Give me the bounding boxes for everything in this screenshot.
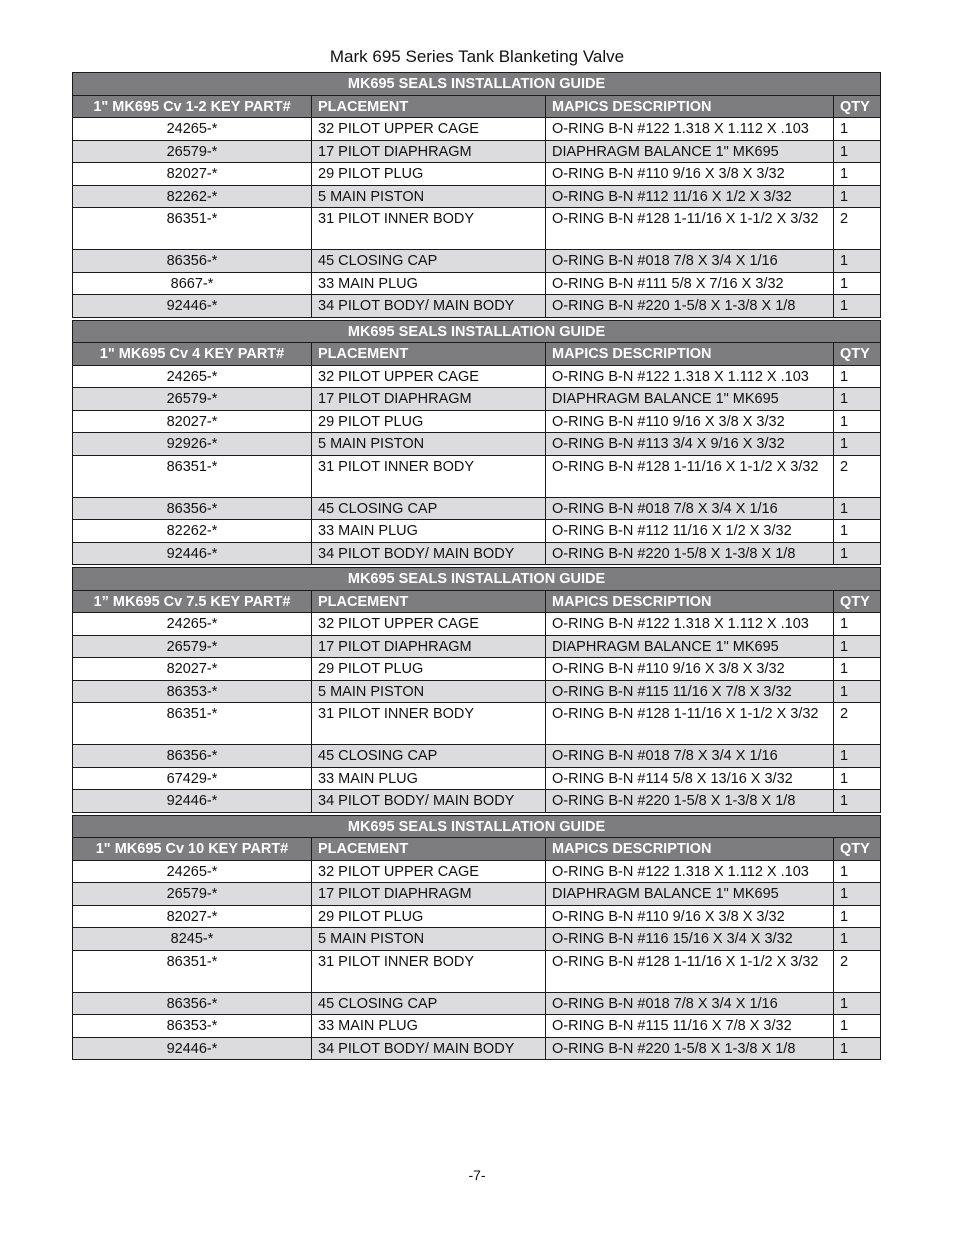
column-header-description: MAPICS DESCRIPTION <box>546 590 834 613</box>
cell-description: O-RING B-N #122 1.318 X 1.112 X .103 <box>546 860 834 883</box>
cell-description: O-RING B-N #110 9/16 X 3/8 X 3/32 <box>546 905 834 928</box>
cell-key-part: 86356-* <box>73 745 312 768</box>
table-row <box>73 1037 881 1060</box>
cell-key-part: 82027-* <box>73 658 312 681</box>
cell-description: O-RING B-N #128 1-11/16 X 1-1/2 X 3/32 <box>546 950 834 992</box>
cell-key-part: 8245-* <box>73 928 312 951</box>
cell-placement: 5 MAIN PISTON <box>312 185 546 208</box>
cell-key-part: 86356-* <box>73 992 312 1015</box>
cell-description: DIAPHRAGM BALANCE 1" MK695 <box>546 140 834 163</box>
cell-qty: 1 <box>834 433 881 456</box>
cell-key-part: 86356-* <box>73 497 312 520</box>
cell-placement: 29 PILOT PLUG <box>312 410 546 433</box>
table-row <box>73 703 881 745</box>
table-row <box>73 767 881 790</box>
cell-key-part: 86351-* <box>73 208 312 250</box>
cell-placement: 31 PILOT INNER BODY <box>312 950 546 992</box>
table-row <box>73 250 881 273</box>
cell-key-part: 24265-* <box>73 118 312 141</box>
cell-key-part: 26579-* <box>73 635 312 658</box>
cell-placement: 33 MAIN PLUG <box>312 1015 546 1038</box>
cell-key-part: 82027-* <box>73 410 312 433</box>
cell-description: O-RING B-N #113 3/4 X 9/16 X 3/32 <box>546 433 834 456</box>
cell-qty: 1 <box>834 185 881 208</box>
cell-placement: 45 CLOSING CAP <box>312 250 546 273</box>
table-row <box>73 860 881 883</box>
seal-tables <box>72 72 880 1062</box>
cell-placement: 32 PILOT UPPER CAGE <box>312 860 546 883</box>
cell-description: O-RING B-N #018 7/8 X 3/4 X 1/16 <box>546 250 834 273</box>
cell-key-part: 82262-* <box>73 520 312 543</box>
cell-qty: 1 <box>834 295 881 318</box>
table-row <box>73 680 881 703</box>
cell-key-part: 92446-* <box>73 790 312 813</box>
column-header-key-part: 1" MK695 Cv 1-2 KEY PART# <box>73 95 312 118</box>
cell-qty: 2 <box>834 703 881 745</box>
cell-placement: 34 PILOT BODY/ MAIN BODY <box>312 542 546 565</box>
cell-qty: 1 <box>834 635 881 658</box>
table-row <box>73 410 881 433</box>
table-row <box>73 542 881 565</box>
column-header-key-part: 1” MK695 Cv 7.5 KEY PART# <box>73 590 312 613</box>
cell-placement: 5 MAIN PISTON <box>312 433 546 456</box>
cell-qty: 1 <box>834 140 881 163</box>
cell-description: O-RING B-N #116 15/16 X 3/4 X 3/32 <box>546 928 834 951</box>
cell-qty: 1 <box>834 410 881 433</box>
table-row <box>73 497 881 520</box>
cell-description: DIAPHRAGM BALANCE 1" MK695 <box>546 388 834 411</box>
cell-key-part: 86351-* <box>73 950 312 992</box>
cell-key-part: 82027-* <box>73 905 312 928</box>
cell-placement: 31 PILOT INNER BODY <box>312 703 546 745</box>
table-row <box>73 185 881 208</box>
cell-key-part: 92446-* <box>73 1037 312 1060</box>
cell-placement: 5 MAIN PISTON <box>312 680 546 703</box>
cell-placement: 34 PILOT BODY/ MAIN BODY <box>312 790 546 813</box>
cell-key-part: 86353-* <box>73 680 312 703</box>
cell-qty: 1 <box>834 1037 881 1060</box>
table-row <box>73 883 881 906</box>
cell-placement: 34 PILOT BODY/ MAIN BODY <box>312 1037 546 1060</box>
cell-key-part: 24265-* <box>73 860 312 883</box>
cell-qty: 1 <box>834 860 881 883</box>
cell-qty: 2 <box>834 950 881 992</box>
table-row <box>73 433 881 456</box>
cell-key-part: 26579-* <box>73 140 312 163</box>
cell-key-part: 92446-* <box>73 542 312 565</box>
cell-placement: 29 PILOT PLUG <box>312 905 546 928</box>
cell-placement: 17 PILOT DIAPHRAGM <box>312 388 546 411</box>
cell-placement: 29 PILOT PLUG <box>312 163 546 186</box>
cell-qty: 1 <box>834 365 881 388</box>
cell-qty: 1 <box>834 992 881 1015</box>
cell-description: O-RING B-N #128 1-11/16 X 1-1/2 X 3/32 <box>546 455 834 497</box>
cell-description: O-RING B-N #220 1-5/8 X 1-3/8 X 1/8 <box>546 295 834 318</box>
table-row <box>73 928 881 951</box>
cell-description: DIAPHRAGM BALANCE 1" MK695 <box>546 635 834 658</box>
cell-description: O-RING B-N #122 1.318 X 1.112 X .103 <box>546 118 834 141</box>
cell-qty: 1 <box>834 497 881 520</box>
table-row <box>73 635 881 658</box>
table-row <box>73 520 881 543</box>
cell-key-part: 24265-* <box>73 365 312 388</box>
cell-key-part: 8667-* <box>73 272 312 295</box>
cell-qty: 1 <box>834 745 881 768</box>
cell-qty: 1 <box>834 250 881 273</box>
cell-placement: 31 PILOT INNER BODY <box>312 208 546 250</box>
table-title: MK695 SEALS INSTALLATION GUIDE <box>73 73 881 96</box>
seals-installation-table <box>72 567 881 813</box>
cell-description: O-RING B-N #115 11/16 X 7/8 X 3/32 <box>546 1015 834 1038</box>
cell-placement: 33 MAIN PLUG <box>312 767 546 790</box>
table-row <box>73 455 881 497</box>
seals-installation-table <box>72 72 881 318</box>
table-row <box>73 905 881 928</box>
column-header-key-part: 1" MK695 Cv 4 KEY PART# <box>73 343 312 366</box>
table-row <box>73 295 881 318</box>
column-header-qty: QTY <box>834 590 881 613</box>
cell-qty: 1 <box>834 905 881 928</box>
cell-placement: 17 PILOT DIAPHRAGM <box>312 140 546 163</box>
cell-description: O-RING B-N #110 9/16 X 3/8 X 3/32 <box>546 163 834 186</box>
cell-placement: 5 MAIN PISTON <box>312 928 546 951</box>
cell-key-part: 86356-* <box>73 250 312 273</box>
cell-key-part: 86351-* <box>73 703 312 745</box>
cell-description: O-RING B-N #220 1-5/8 X 1-3/8 X 1/8 <box>546 1037 834 1060</box>
cell-key-part: 82262-* <box>73 185 312 208</box>
table-row <box>73 950 881 992</box>
column-header-description: MAPICS DESCRIPTION <box>546 343 834 366</box>
column-header-qty: QTY <box>834 95 881 118</box>
cell-description: O-RING B-N #018 7/8 X 3/4 X 1/16 <box>546 497 834 520</box>
table-row <box>73 365 881 388</box>
cell-description: O-RING B-N #112 11/16 X 1/2 X 3/32 <box>546 520 834 543</box>
cell-description: O-RING B-N #122 1.318 X 1.112 X .103 <box>546 365 834 388</box>
column-header-key-part: 1" MK695 Cv 10 KEY PART# <box>73 838 312 861</box>
table-row <box>73 140 881 163</box>
cell-qty: 1 <box>834 1015 881 1038</box>
table-row <box>73 118 881 141</box>
cell-qty: 1 <box>834 767 881 790</box>
column-header-description: MAPICS DESCRIPTION <box>546 95 834 118</box>
cell-qty: 1 <box>834 163 881 186</box>
cell-key-part: 24265-* <box>73 613 312 636</box>
table-row <box>73 613 881 636</box>
cell-qty: 1 <box>834 680 881 703</box>
page-title: Mark 695 Series Tank Blanketing Valve <box>329 47 625 66</box>
page-number: -7- <box>468 1167 486 1183</box>
column-header-placement: PLACEMENT <box>312 95 546 118</box>
cell-placement: 34 PILOT BODY/ MAIN BODY <box>312 295 546 318</box>
column-header-qty: QTY <box>834 343 881 366</box>
cell-key-part: 92926-* <box>73 433 312 456</box>
column-header-placement: PLACEMENT <box>312 838 546 861</box>
cell-qty: 1 <box>834 542 881 565</box>
cell-qty: 1 <box>834 928 881 951</box>
cell-qty: 1 <box>834 658 881 681</box>
cell-key-part: 92446-* <box>73 295 312 318</box>
table-row <box>73 388 881 411</box>
cell-key-part: 86353-* <box>73 1015 312 1038</box>
cell-placement: 45 CLOSING CAP <box>312 497 546 520</box>
cell-placement: 33 MAIN PLUG <box>312 272 546 295</box>
cell-qty: 1 <box>834 883 881 906</box>
cell-placement: 31 PILOT INNER BODY <box>312 455 546 497</box>
cell-description: O-RING B-N #115 11/16 X 7/8 X 3/32 <box>546 680 834 703</box>
column-header-placement: PLACEMENT <box>312 343 546 366</box>
cell-placement: 17 PILOT DIAPHRAGM <box>312 883 546 906</box>
cell-placement: 32 PILOT UPPER CAGE <box>312 118 546 141</box>
cell-key-part: 26579-* <box>73 883 312 906</box>
cell-description: O-RING B-N #122 1.318 X 1.112 X .103 <box>546 613 834 636</box>
cell-description: O-RING B-N #128 1-11/16 X 1-1/2 X 3/32 <box>546 703 834 745</box>
table-row <box>73 163 881 186</box>
cell-qty: 1 <box>834 520 881 543</box>
cell-key-part: 67429-* <box>73 767 312 790</box>
cell-qty: 1 <box>834 272 881 295</box>
seals-installation-table <box>72 320 881 566</box>
cell-key-part: 86351-* <box>73 455 312 497</box>
cell-qty: 1 <box>834 790 881 813</box>
seals-installation-table <box>72 815 881 1061</box>
cell-placement: 33 MAIN PLUG <box>312 520 546 543</box>
cell-description: DIAPHRAGM BALANCE 1" MK695 <box>546 883 834 906</box>
table-title: MK695 SEALS INSTALLATION GUIDE <box>73 320 881 343</box>
table-row <box>73 208 881 250</box>
table-row <box>73 658 881 681</box>
cell-placement: 32 PILOT UPPER CAGE <box>312 365 546 388</box>
cell-description: O-RING B-N #112 11/16 X 1/2 X 3/32 <box>546 185 834 208</box>
cell-qty: 1 <box>834 118 881 141</box>
cell-placement: 17 PILOT DIAPHRAGM <box>312 635 546 658</box>
cell-description: O-RING B-N #114 5/8 X 13/16 X 3/32 <box>546 767 834 790</box>
table-row <box>73 745 881 768</box>
cell-description: O-RING B-N #111 5/8 X 7/16 X 3/32 <box>546 272 834 295</box>
column-header-qty: QTY <box>834 838 881 861</box>
table-row <box>73 272 881 295</box>
cell-description: O-RING B-N #018 7/8 X 3/4 X 1/16 <box>546 745 834 768</box>
cell-description: O-RING B-N #220 1-5/8 X 1-3/8 X 1/8 <box>546 542 834 565</box>
table-row <box>73 1015 881 1038</box>
cell-placement: 32 PILOT UPPER CAGE <box>312 613 546 636</box>
cell-qty: 1 <box>834 613 881 636</box>
table-title: MK695 SEALS INSTALLATION GUIDE <box>73 568 881 591</box>
cell-qty: 2 <box>834 208 881 250</box>
cell-description: O-RING B-N #220 1-5/8 X 1-3/8 X 1/8 <box>546 790 834 813</box>
cell-description: O-RING B-N #110 9/16 X 3/8 X 3/32 <box>546 410 834 433</box>
column-header-placement: PLACEMENT <box>312 590 546 613</box>
cell-qty: 2 <box>834 455 881 497</box>
table-row <box>73 992 881 1015</box>
cell-key-part: 82027-* <box>73 163 312 186</box>
column-header-description: MAPICS DESCRIPTION <box>546 838 834 861</box>
cell-description: O-RING B-N #128 1-11/16 X 1-1/2 X 3/32 <box>546 208 834 250</box>
cell-key-part: 26579-* <box>73 388 312 411</box>
cell-placement: 45 CLOSING CAP <box>312 992 546 1015</box>
cell-placement: 29 PILOT PLUG <box>312 658 546 681</box>
table-title: MK695 SEALS INSTALLATION GUIDE <box>73 815 881 838</box>
cell-description: O-RING B-N #018 7/8 X 3/4 X 1/16 <box>546 992 834 1015</box>
table-row <box>73 790 881 813</box>
cell-placement: 45 CLOSING CAP <box>312 745 546 768</box>
cell-description: O-RING B-N #110 9/16 X 3/8 X 3/32 <box>546 658 834 681</box>
cell-qty: 1 <box>834 388 881 411</box>
